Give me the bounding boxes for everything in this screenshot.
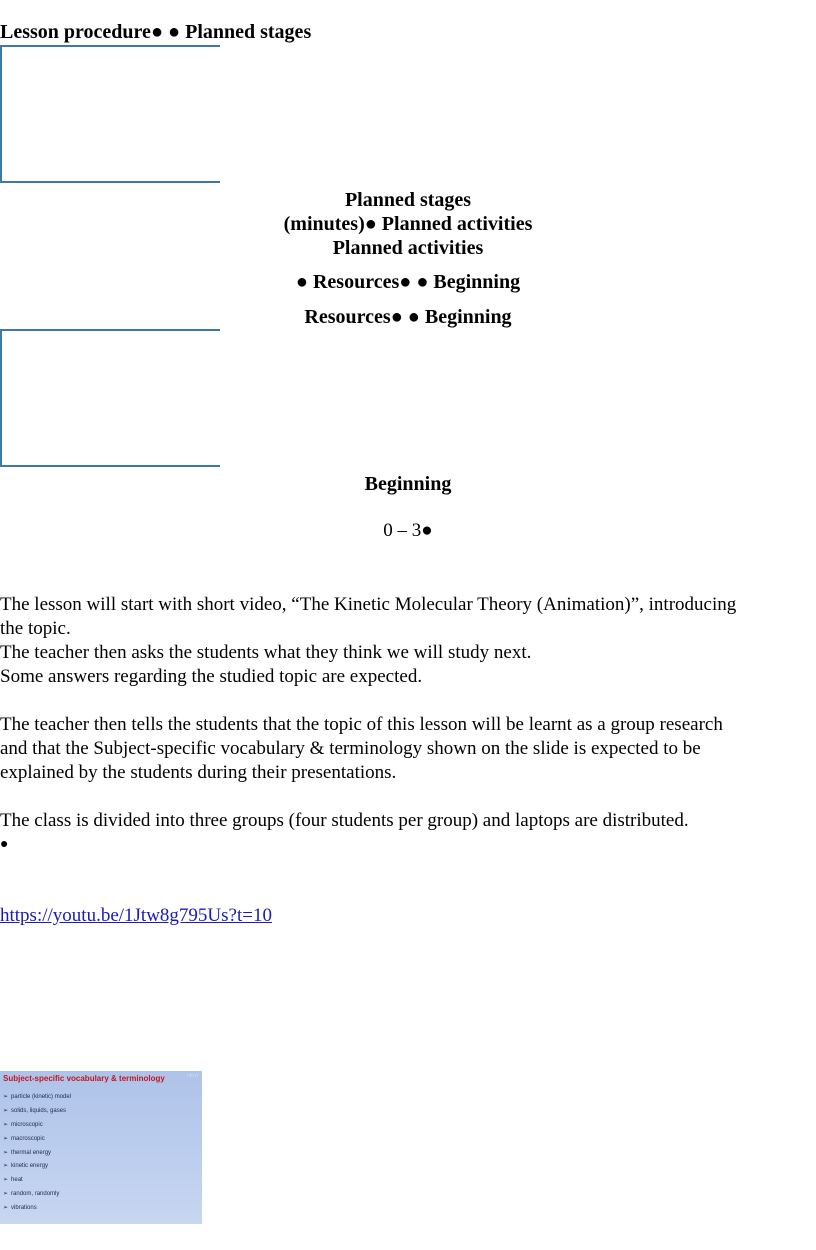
arrow-bullet-icon: ➢ [3, 1177, 9, 1184]
paragraph-line: The class is divided into three groups (four students per group) and laptops are distributed. [0, 810, 689, 831]
arrow-bullet-icon: ➢ [3, 1191, 9, 1198]
paragraph-line: The lesson will start with short video, “The Kinetic Molecular Theory (Animation)”, introducing [0, 594, 737, 615]
vocabulary-term: thermal energy [11, 1149, 52, 1156]
bullet-mark: ● [0, 837, 9, 852]
vocabulary-item [3, 1105, 71, 1119]
activity-description [0, 593, 816, 857]
vocabulary-item [3, 1091, 71, 1105]
vocabulary-item [3, 1133, 71, 1147]
vocabulary-item [3, 1119, 71, 1133]
vocabulary-term: solids, liquids, gases [11, 1107, 67, 1114]
arrow-bullet-icon: ➢ [3, 1149, 9, 1156]
slide-title: Subject-specific vocabulary & terminology [3, 1074, 165, 1083]
vocabulary-item [3, 1202, 71, 1216]
vocabulary-term: particle (kinetic) model [11, 1094, 72, 1100]
resources-beginning-label-2: Resources● ● Beginning [304, 306, 512, 328]
stage-minutes: 0 – 3● [383, 520, 433, 541]
arrow-bullet-icon: ➢ [3, 1094, 9, 1100]
table-cell-outline [0, 45, 220, 183]
vocabulary-item [3, 1188, 71, 1202]
minutes-activities-label: (minutes)● Planned activities [283, 213, 533, 235]
arrow-bullet-icon: ➢ [3, 1135, 9, 1142]
vocabulary-term: heat [11, 1177, 23, 1184]
lesson-procedure-heading: Lesson procedure● ● Planned stages [0, 21, 312, 43]
paragraph-spacer [0, 785, 816, 809]
vocabulary-item [3, 1174, 71, 1188]
arrow-bullet-icon: ➢ [3, 1163, 9, 1170]
video-link[interactable]: https://youtu.be/1Jtw8g795Us?t=10 [0, 905, 272, 926]
paragraph-spacer [0, 689, 816, 713]
beginning-stage-label: Beginning [364, 473, 452, 495]
vocabulary-term: kinetic energy [11, 1163, 49, 1170]
vocabulary-list [3, 1091, 71, 1216]
table-cell-outline-2 [0, 329, 220, 467]
slide-number-badge: □□ □ [187, 1073, 198, 1079]
planned-activities-label: Planned activities [332, 237, 484, 259]
vocabulary-item [3, 1160, 71, 1174]
paragraph-line: and that the Subject-specific vocabulary & terminology shown on the slide is expected to be [0, 738, 701, 759]
paragraph-line: Some answers regarding the studied topic are expected. [0, 666, 423, 687]
vocabulary-term: random, randomly [11, 1191, 60, 1198]
paragraph-line: The teacher then tells the students that the topic of this lesson will be learnt as a group research [0, 714, 723, 735]
planned-stages-label: Planned stages [344, 189, 472, 211]
paragraph-line: explained by the students during their presentations. [0, 762, 397, 783]
arrow-bullet-icon: ➢ [3, 1107, 9, 1114]
arrow-bullet-icon: ➢ [3, 1121, 9, 1128]
resources-beginning-label: ● Resources● ● Beginning [295, 271, 521, 293]
arrow-bullet-icon: ➢ [3, 1205, 9, 1212]
vocabulary-term: macroscopic [11, 1135, 45, 1142]
vocabulary-term: vibrations [11, 1205, 37, 1212]
vocabulary-term: microscopic [11, 1121, 43, 1128]
paragraph-line: The teacher then asks the students what they think we will study next. [0, 642, 532, 663]
vocabulary-slide-thumbnail [0, 1071, 202, 1224]
paragraph-line: the topic. [0, 618, 71, 639]
vocabulary-item [3, 1147, 71, 1161]
